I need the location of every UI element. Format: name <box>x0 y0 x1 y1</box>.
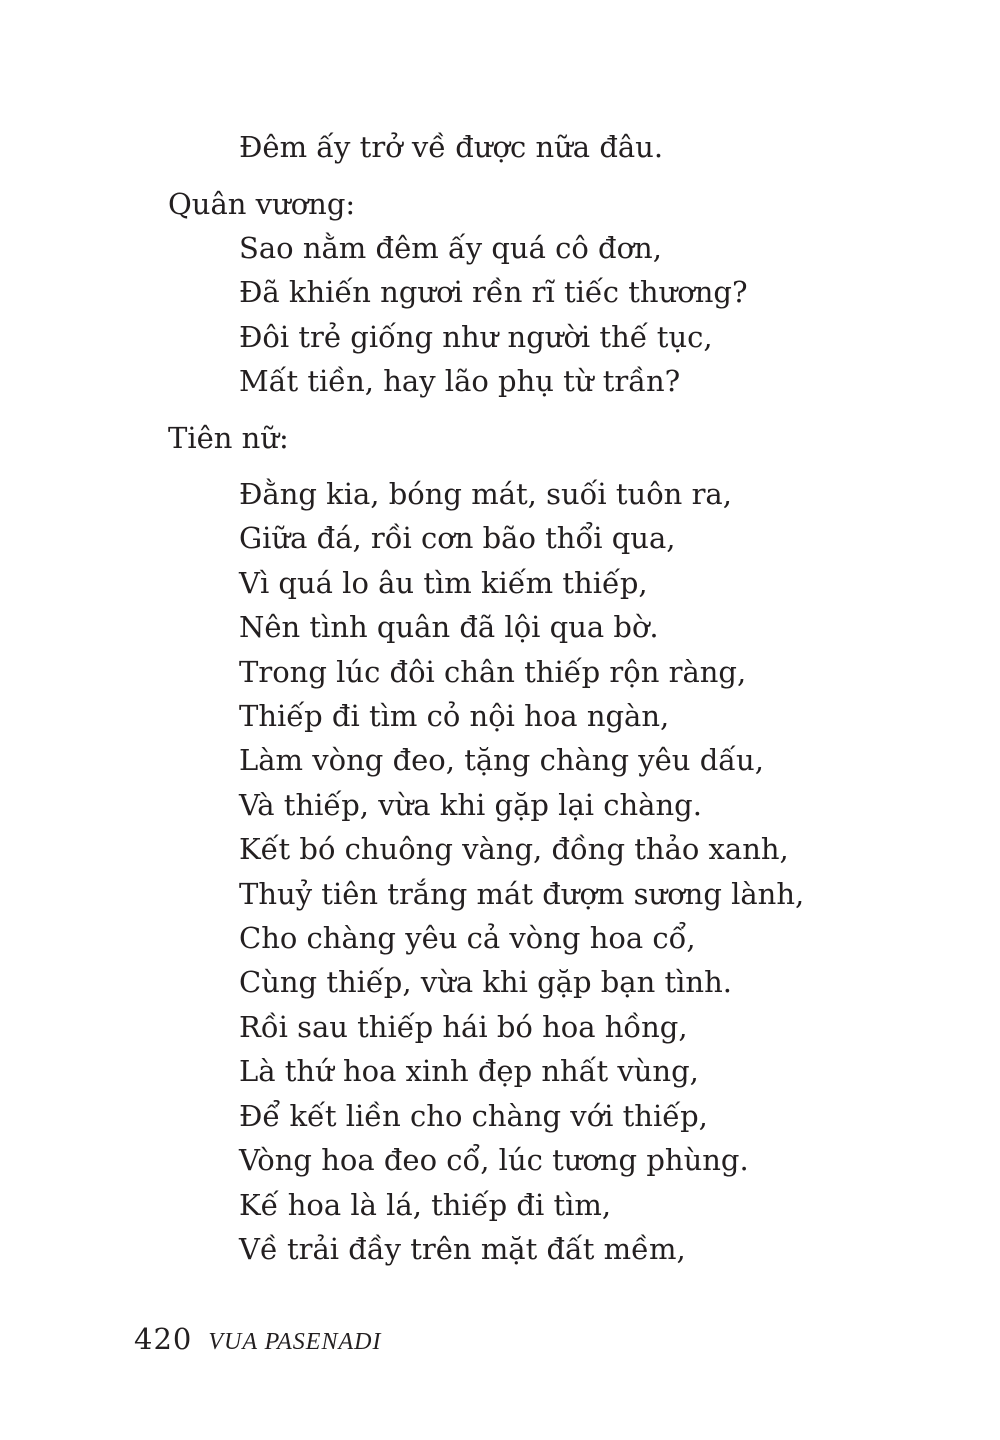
verse-line: Thiếp đi tìm cỏ nội hoa ngàn, <box>239 699 670 734</box>
page-number: 420 <box>134 1322 193 1356</box>
verse-line: Đằng kia, bóng mát, suối tuôn ra, <box>239 477 732 511</box>
verse-line: Đêm ấy trở về được nữa đâu. <box>239 130 664 164</box>
stanza-king <box>239 226 748 404</box>
page-footer <box>134 1322 381 1356</box>
verse-line: Giữa đá, rồi cơn bão thổi qua, <box>239 521 676 556</box>
verse-line: Vì quá lo âu tìm kiếm thiếp, <box>239 565 648 600</box>
verse-line: Và thiếp, vừa khi gặp lại chàng. <box>239 787 702 822</box>
verse-line: Vòng hoa đeo cổ, lúc tương phùng. <box>239 1143 749 1178</box>
verse-line: Kết bó chuông vàng, đồng thảo xanh, <box>239 832 789 867</box>
verse-line: Trong lúc đôi chân thiếp rộn ràng, <box>239 654 747 689</box>
verse-line: Kế hoa là lá, thiếp đi tìm, <box>239 1187 612 1222</box>
speaker-label-king: Quân vương: <box>168 187 356 221</box>
verse-line: Rồi sau thiếp hái bó hoa hồng, <box>239 1009 688 1044</box>
verse-line: Để kết liền cho chàng với thiếp, <box>239 1098 708 1133</box>
verse-line: Cho chàng yêu cả vòng hoa cổ, <box>239 921 696 956</box>
running-title: VUA PASENADI <box>208 1329 382 1355</box>
verse-line: Mất tiền, hay lão phụ từ trần? <box>239 364 681 399</box>
verse-line: Nên tình quân đã lội qua bờ. <box>239 610 659 645</box>
stanza-fairy <box>239 472 804 1271</box>
verse-line: Là thứ hoa xinh đẹp nhất vùng, <box>239 1054 699 1089</box>
opening-verse-line <box>239 125 663 169</box>
verse-line: Đã khiến ngươi rền rĩ tiếc thương? <box>239 275 748 310</box>
speaker-label-fairy: Tiên nữ: <box>168 421 289 455</box>
verse-line: Cùng thiếp, vừa khi gặp bạn tình. <box>239 965 732 1000</box>
verse-line: Thuỷ tiên trắng mát đượm sương lành, <box>239 876 805 911</box>
verse-line: Làm vòng đeo, tặng chàng yêu dấu, <box>239 743 764 778</box>
verse-line: Sao nằm đêm ấy quá cô đơn, <box>239 231 662 265</box>
verse-line: Đôi trẻ giống như người thế tục, <box>239 319 713 354</box>
verse-line: Về trải đầy trên mặt đất mềm, <box>239 1231 686 1266</box>
